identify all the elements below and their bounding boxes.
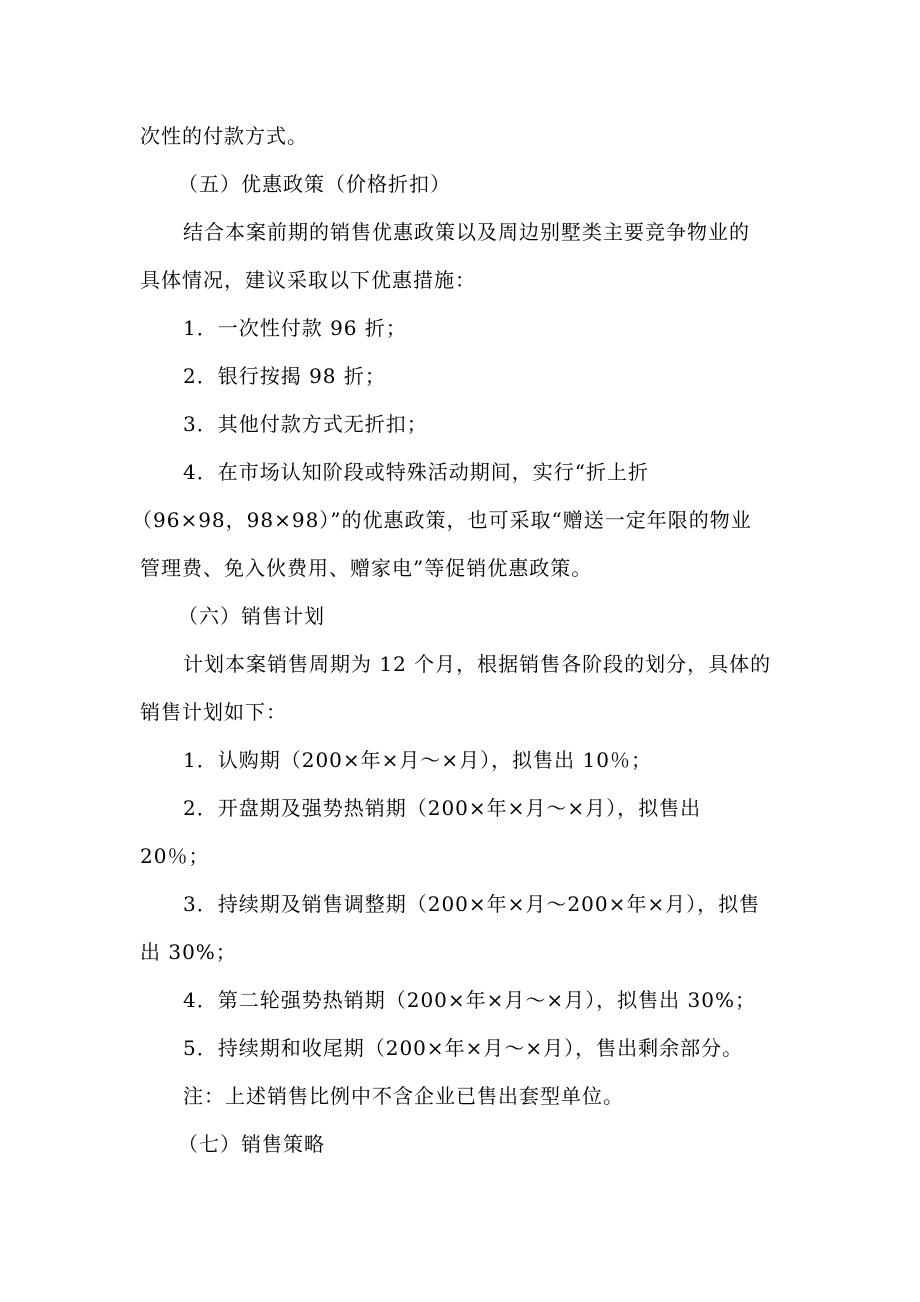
list-item: 3．持续期及销售调整期（200×年×月～200×年×月），拟售: [183, 892, 761, 916]
text-line: 销售计划如下：: [140, 700, 287, 724]
text-line: 具体情况，建议采取以下优惠措施：: [140, 268, 476, 292]
text-line: 20％；: [140, 844, 210, 868]
text-line: 出 30%；: [140, 940, 237, 964]
text-line: 次性的付款方式。: [140, 124, 308, 148]
list-item: 1．一次性付款 96 折；: [183, 316, 407, 340]
note-line: 注：上述销售比例中不含企业已售出套型单位。: [183, 1084, 624, 1108]
list-item: 4．在市场认知阶段或特殊活动期间，实行“折上折: [183, 460, 649, 484]
section-heading: （七）销售策略: [178, 1132, 325, 1156]
text-line: 结合本案前期的销售优惠政策以及周边别墅类主要竞争物业的: [183, 220, 750, 244]
section-heading: （五）优惠政策（价格折扣）: [178, 172, 451, 196]
text-line: 计划本案销售周期为 12 个月，根据销售各阶段的划分，具体的: [183, 652, 772, 676]
list-item: 2．银行按揭 98 折；: [183, 364, 386, 388]
section-heading: （六）销售计划: [178, 604, 325, 628]
list-item: 3．其他付款方式无折扣；: [183, 412, 428, 436]
text-line: （96×98，98×98）”的优惠政策，也可采取“赠送一定年限的物业: [132, 508, 752, 532]
list-item: 4．第二轮强势热销期（200×年×月～×月），拟售出 30%；: [183, 988, 756, 1012]
list-item: 5．持续期和收尾期（200×年×月～×月），售出剩余部分。: [183, 1036, 744, 1060]
text-line: 管理费、免入伙费用、赠家电”等促销优惠政策。: [140, 556, 593, 580]
list-item: 1．认购期（200×年×月～×月），拟售出 10％；: [183, 748, 652, 772]
list-item: 2．开盘期及强势热销期（200×年×月～×月），拟售出: [183, 796, 702, 820]
